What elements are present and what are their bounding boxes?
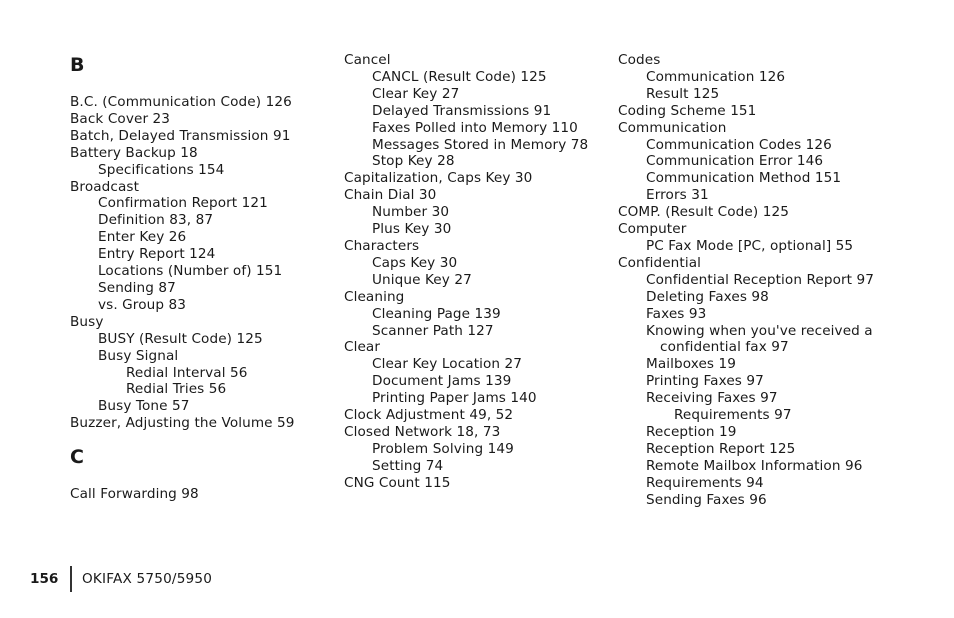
index-subentry: Setting 74: [372, 457, 444, 474]
index-entry: Broadcast: [70, 178, 140, 195]
index-subentry: Cleaning Page 139: [372, 305, 501, 322]
section-letter: C: [70, 446, 85, 469]
index-subentry: Caps Key 30: [372, 254, 458, 271]
index-entry: Capitalization, Caps Key 30: [344, 170, 533, 187]
index-subentry: Faxes Polled into Memory 110: [372, 119, 578, 136]
index-subentry: Receiving Faxes 97: [646, 390, 778, 407]
index-entry: Computer: [618, 221, 687, 238]
section-letter: B: [70, 54, 85, 76]
index-entry: Battery Backup 18: [70, 144, 198, 161]
index-subentry: Confidential Reception Report 97: [646, 271, 875, 288]
index-subentry: Mailboxes 19: [646, 356, 737, 373]
index-subentry: Locations (Number of) 151: [98, 263, 283, 280]
index-subentry: Requirements 97: [674, 407, 792, 424]
footer-divider: [70, 566, 72, 592]
index-entry: Cancel: [344, 52, 391, 68]
page-footer: [30, 566, 212, 592]
index-entry: Batch, Delayed Transmission 91: [70, 127, 291, 144]
index-entry: Closed Network 18, 73: [344, 423, 501, 440]
index-entry: Cleaning: [344, 288, 405, 305]
index-subentry: Reception Report 125: [646, 440, 796, 457]
index-entry: Communication: [618, 119, 727, 136]
index-subentry: Stop Key 28: [372, 153, 455, 170]
index-subentry: Printing Faxes 97: [646, 373, 764, 390]
index-column-2: [344, 52, 604, 492]
index-subentry: BUSY (Result Code) 125: [98, 330, 263, 347]
index-entry: Clock Adjustment 49, 52: [344, 407, 514, 424]
index-subentry: Deleting Faxes 98: [646, 288, 769, 305]
index-entry: CNG Count 115: [344, 474, 451, 491]
index-subentry: Knowing when you've received a: [646, 322, 873, 339]
index-entry: B.C. (Communication Code) 126: [70, 94, 292, 110]
index-entry: Call Forwarding 98: [70, 486, 199, 503]
index-subentry: Printing Paper Jams 140: [372, 390, 537, 407]
index-subentry: Definition 83, 87: [98, 212, 214, 229]
index-entry: Confidential: [618, 254, 702, 271]
index-subentry: Requirements 94: [646, 474, 764, 491]
index-subentry: Reception 19: [646, 423, 737, 440]
index-subentry: Enter Key 26: [98, 229, 187, 246]
index-column-3: [618, 52, 908, 508]
index-subentry: Sending 87: [98, 279, 176, 296]
index-subentry: Specifications 154: [98, 161, 225, 178]
index-entry: Chain Dial 30: [344, 187, 437, 204]
index-entry: Clear: [344, 339, 381, 356]
index-subentry: Busy Signal: [98, 347, 179, 364]
index-entry: Coding Scheme 151: [618, 102, 757, 119]
index-subentry: Scanner Path 127: [372, 322, 494, 339]
index-subentry: vs. Group 83: [98, 296, 186, 313]
index-subentry: Plus Key 30: [372, 221, 452, 238]
index-subentry: Communication Method 151: [646, 170, 842, 187]
index-entry: Back Cover 23: [70, 110, 171, 127]
index-subentry: Delayed Transmissions 91: [372, 102, 552, 119]
index-subentry: Busy Tone 57: [98, 398, 190, 415]
index-subentry: Sending Faxes 96: [646, 491, 767, 508]
index-subentry: Errors 31: [646, 187, 709, 204]
index-subentry: Communication 126: [646, 68, 786, 85]
index-subentry: Communication Codes 126: [646, 136, 832, 153]
index-subentry: Confirmation Report 121: [98, 195, 268, 212]
index-subentry: Remote Mailbox Information 96: [646, 457, 863, 474]
page-number: 156: [30, 571, 59, 587]
index-subentry: Result 125: [646, 85, 720, 102]
section-spacer: [70, 432, 330, 444]
index-column-1: [70, 52, 330, 503]
index-entry: COMP. (Result Code) 125: [618, 204, 789, 221]
index-entry: Buzzer, Adjusting the Volume 59: [70, 415, 295, 432]
index-entry-continuation: confidential fax 97: [660, 339, 789, 356]
index-subentry: CANCL (Result Code) 125: [372, 68, 547, 85]
index-entry: Busy: [70, 313, 104, 330]
index-entry: Codes: [618, 52, 661, 68]
index-subentry: Clear Key Location 27: [372, 356, 523, 373]
index-subentry: PC Fax Mode [PC, optional] 55: [646, 237, 854, 254]
index-subentry: Faxes 93: [646, 305, 707, 322]
index-subentry: Problem Solving 149: [372, 440, 514, 457]
book-title: OKIFAX 5750/5950: [82, 571, 213, 587]
index-entry: Characters: [344, 237, 420, 254]
index-subentry: Number 30: [372, 204, 450, 221]
index-subentry: Communication Error 146: [646, 153, 824, 170]
index-subentry: Messages Stored in Memory 78: [372, 136, 589, 153]
index-subentry: Redial Tries 56: [126, 381, 227, 398]
index-subentry: Entry Report 124: [98, 246, 216, 263]
index-subentry: Clear Key 27: [372, 85, 460, 102]
index-subentry: Redial Interval 56: [126, 364, 248, 381]
index-subentry: Document Jams 139: [372, 373, 512, 390]
index-subentry: Unique Key 27: [372, 271, 472, 288]
